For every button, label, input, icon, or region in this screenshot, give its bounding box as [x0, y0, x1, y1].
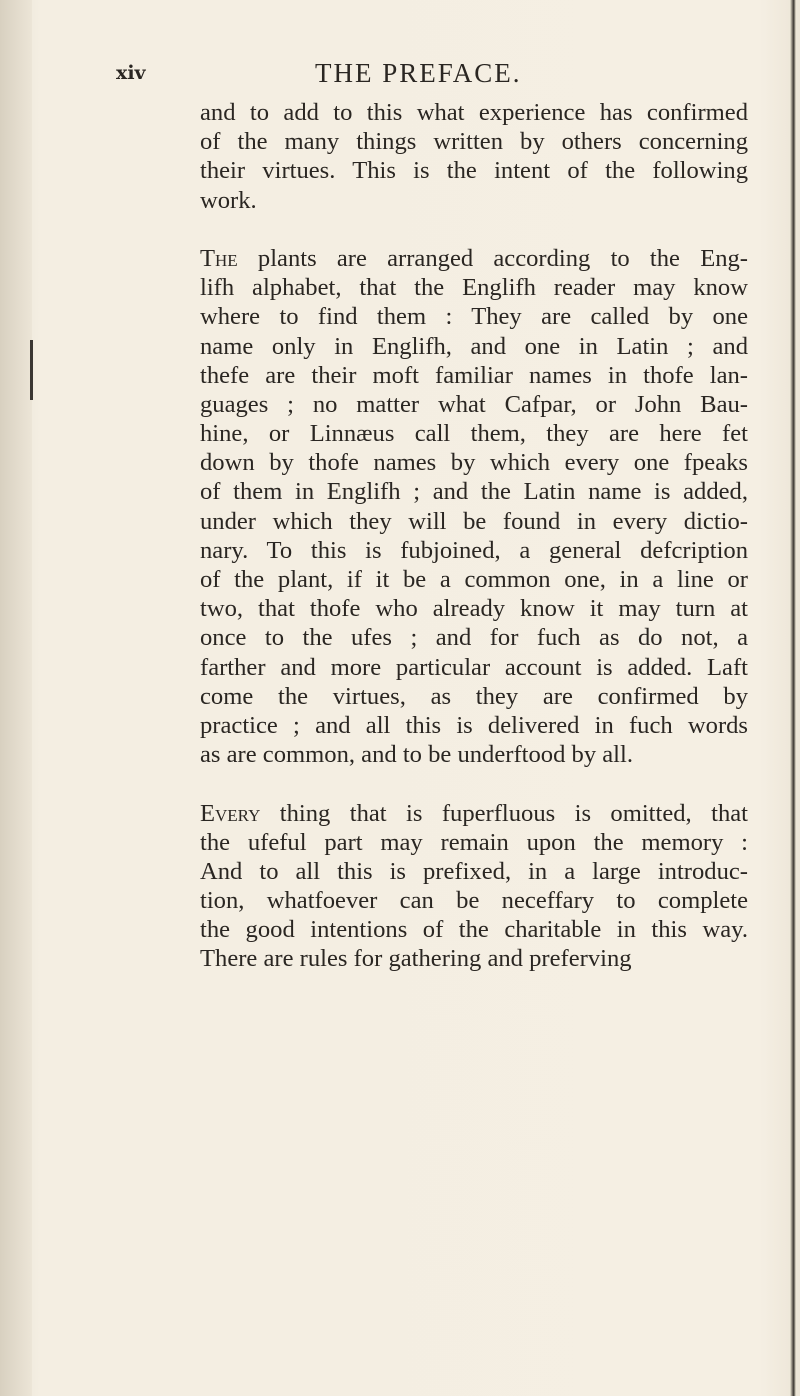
text-line-rest: plants are arranged according to the Eng-: [237, 244, 748, 272]
text-line: guages ; no matter what Cafpar, or John Bau-: [200, 390, 748, 418]
text-line: their virtues. This is the intent of the following: [200, 157, 748, 185]
page-header: [80, 58, 720, 98]
text-line: farther and more particular account is added. Laft: [200, 653, 748, 681]
text-line: under which they will be found in every dictio-: [200, 507, 748, 535]
text-line: tion, whatfoever can be neceffary to complete: [200, 887, 748, 915]
text-line: hine, or Linnæus call them, they are here fet: [200, 420, 748, 448]
text-line: And to all this is prefixed, in a large introduc-: [200, 857, 748, 885]
body-text: [200, 98, 748, 1003]
text-line: the ufeful part may remain upon the memory :: [200, 828, 748, 856]
paragraph-lead: The: [200, 244, 238, 272]
text-line: There are rules for gathering and preferving: [200, 945, 632, 973]
text-line: [200, 244, 748, 273]
paragraph-lead: Every: [200, 799, 261, 827]
text-line: come the virtues, as they are confirmed by: [200, 682, 748, 710]
text-line: where to find them : They are called by one: [200, 303, 748, 331]
binding-gutter: [0, 0, 32, 1396]
text-line: thefe are their moft familiar names in thofe lan-: [200, 361, 748, 389]
paragraph: [200, 98, 748, 215]
text-line: lifh alphabet, that the Englifh reader may know: [200, 274, 748, 302]
text-line: the good intentions of the charitable in this way.: [200, 916, 748, 944]
text-line-rest: thing that is fuperfluous is omitted, that: [260, 799, 748, 827]
text-line: [200, 799, 748, 828]
text-line: two, that thofe who already know it may turn at: [200, 595, 748, 623]
text-line: as are common, and to be underftood by all.: [200, 741, 633, 769]
text-line: of the plant, if it be a common one, in a line or: [200, 566, 748, 593]
text-line: practice ; and all this is delivered in fuch words: [200, 711, 748, 739]
text-line: work.: [200, 186, 257, 214]
text-line: of the many things written by others concerning: [200, 128, 748, 156]
paragraph: [200, 244, 748, 769]
running-title: THE PREFACE.: [315, 58, 522, 88]
text-line: nary. To this is fubjoined, a general defcription: [200, 536, 748, 564]
page-number: xiv: [116, 62, 146, 84]
gutter-mark: [30, 340, 33, 400]
text-line: down by thofe names by which every one fpeaks: [200, 449, 748, 477]
text-line: of them in Englifh ; and the Latin name is added,: [200, 478, 748, 506]
text-line: name only in Englifh, and one in Latin ; and: [200, 332, 748, 360]
paragraph: [200, 799, 748, 974]
page-edge: [790, 0, 796, 1396]
text-line: once to the ufes ; and for fuch as do not, a: [200, 624, 748, 652]
text-line: and to add to this what experience has confirmed: [200, 99, 748, 126]
